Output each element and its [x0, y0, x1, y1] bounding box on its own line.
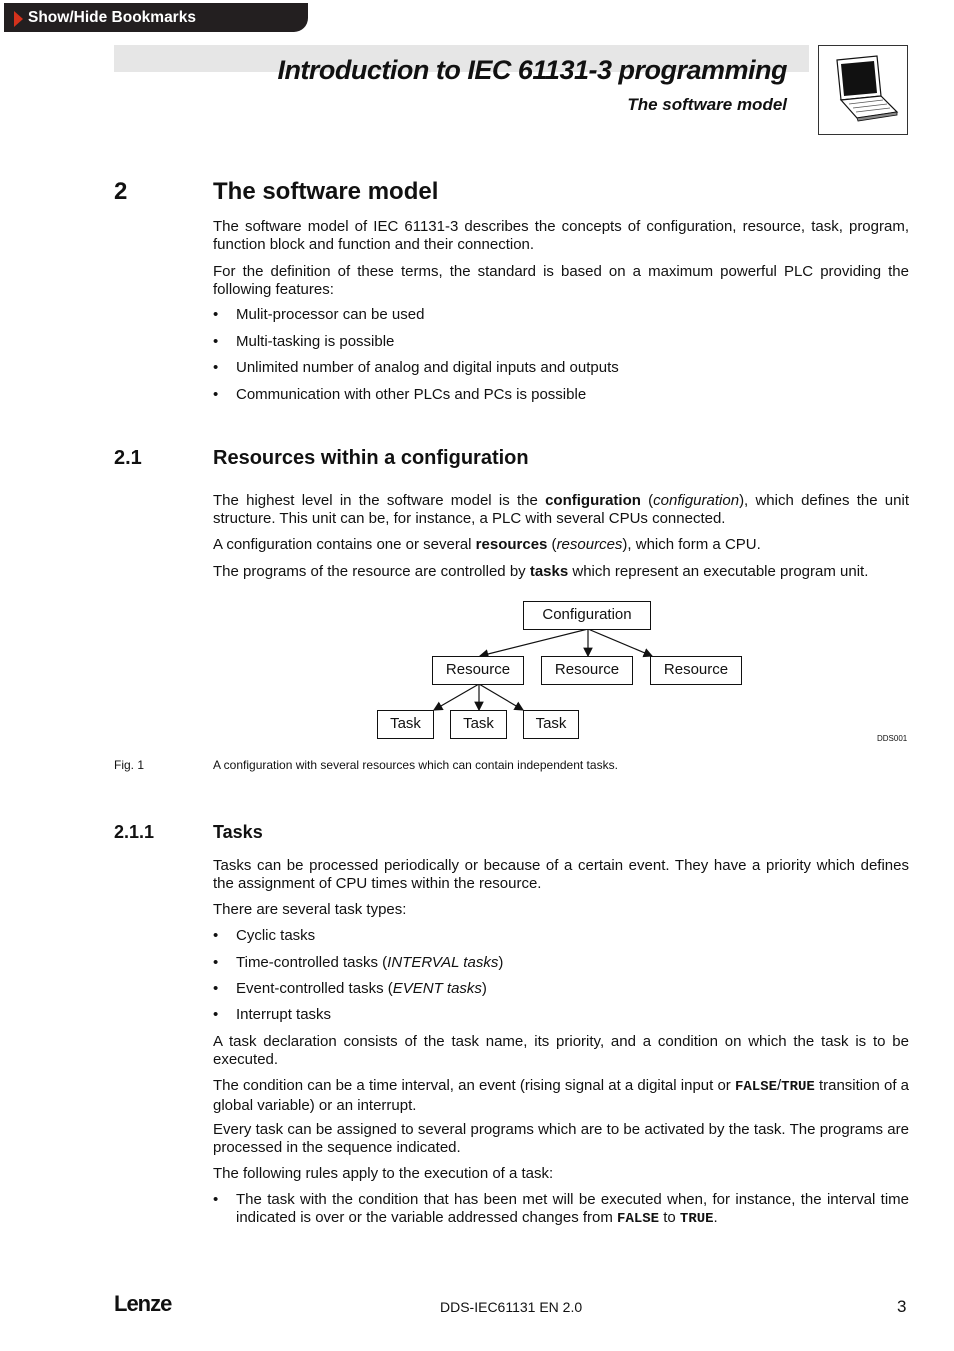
page-number: 3: [897, 1297, 907, 1316]
section-title: Tasks: [213, 822, 263, 842]
paragraph: There are several task types:: [213, 901, 407, 918]
task-box: Task: [377, 710, 434, 739]
section-number: 2.1: [114, 447, 142, 469]
document-code: DDS-IEC61131 EN 2.0: [440, 1299, 583, 1315]
resource-box: Resource: [650, 656, 742, 685]
paragraph: A task declaration consists of the task name, its priority, and a condition on which the task is to be executed.: [213, 1033, 909, 1068]
list-item-text: Interrupt tasks: [236, 1006, 332, 1023]
list-item-text: The task with the condition that has been met will be executed when, for instance, the interval time indicated is over or the variable addressed changes from FALSE to TRUE.: [236, 1191, 909, 1227]
paragraph: The software model of IEC 61131-3 describes the concepts of configuration, resource, task, program, function block and function and their connection.: [213, 218, 909, 253]
paragraph: For the definition of these terms, the standard is based on a maximum powerful PLC providing the following features:: [213, 263, 909, 298]
figure-label: Fig. 1: [114, 758, 145, 772]
header-subtitle: The software model: [627, 95, 787, 114]
configuration-box: Configuration: [523, 601, 651, 630]
list-item-text: Multi-tasking is possible: [236, 333, 395, 350]
list-item-text: Mulit-processor can be used: [236, 306, 425, 323]
list-item-text: Event-controlled tasks (EVENT tasks): [236, 980, 487, 997]
list-item-text: Time-controlled tasks (INTERVAL tasks): [236, 954, 504, 971]
paragraph: Tasks can be processed periodically or because of a certain event. They have a priority which defines the assignment of CPU times within the resource.: [213, 857, 909, 892]
list-item-text: Cyclic tasks: [236, 927, 316, 944]
list-item-text: Communication with other PLCs and PCs is possible: [236, 386, 587, 403]
section-number: 2: [114, 178, 128, 205]
paragraph: The highest level in the software model is the configuration (configuration), which defines the unit structure. This unit can be, for instance, a PLC with several CPUs connected.: [213, 492, 909, 527]
resource-box: Resource: [432, 656, 524, 685]
section-number: 2.1.1: [114, 822, 155, 842]
task-box: Task: [450, 710, 507, 739]
paragraph: Every task can be assigned to several programs which are to be activated by the task. The programs are processed in the sequence indicated.: [213, 1121, 909, 1156]
task-box: Task: [523, 710, 579, 739]
paragraph: The condition can be a time interval, an event (rising signal at a digital input or FALSE/TRUE transition of a global variable) or an interrupt.: [213, 1077, 910, 1114]
figure-caption: A configuration with several resources which can contain independent tasks.: [213, 758, 618, 772]
header-title: Introduction to IEC 61131-3 programming: [277, 55, 787, 85]
section-title: Resources within a configuration: [213, 447, 529, 469]
bookmarks-label: Show/Hide Bookmarks: [28, 9, 196, 26]
paragraph: The programs of the resource are controlled by tasks which represent an executable program unit.: [213, 563, 869, 580]
section-title: The software model: [213, 178, 439, 205]
list-item-text: Unlimited number of analog and digital inputs and outputs: [236, 359, 619, 376]
paragraph: A configuration contains one or several resources (resources), which form a CPU.: [213, 536, 761, 553]
resource-box: Resource: [541, 656, 633, 685]
paragraph: The following rules apply to the execution of a task:: [213, 1165, 554, 1182]
diagram-code: DDS001: [877, 734, 908, 743]
lenze-logo: Lenze: [114, 1291, 172, 1316]
